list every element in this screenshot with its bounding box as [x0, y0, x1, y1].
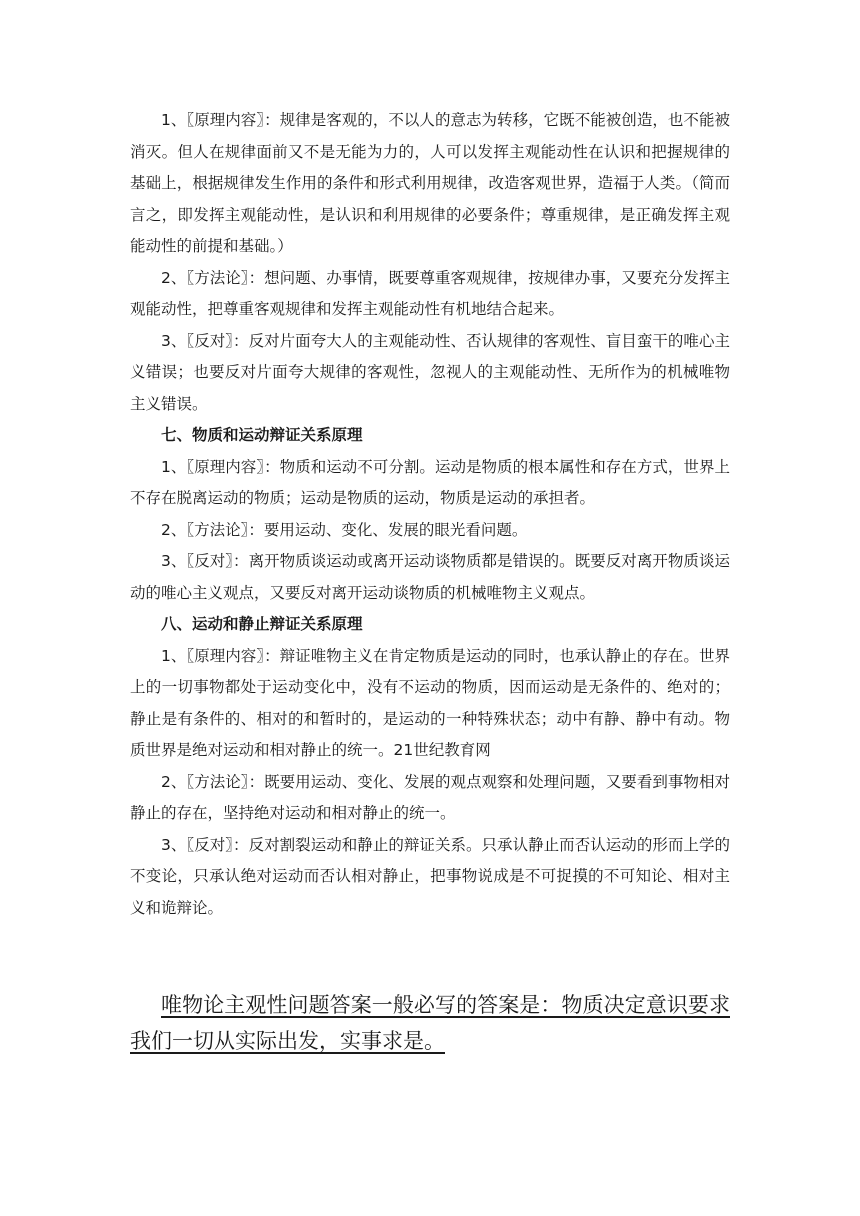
section7-heading: 七、物质和运动辩证关系原理 — [161, 426, 363, 444]
document-body — [130, 105, 730, 924]
section6-principle-paragraph: 1、〖原理内容〗：规律是客观的，不以人的意志为转移，它既不能被创造，也不能被消灭。但人在规律面前又不是无能为力的，人可以发挥主观能动性在认识和把握规律的基础上，根据规律发生作用的条件和形式利用规律，改造客观世界，造福于人类。（简而言之，即发挥主观能动性，是认识和利用规律的必要条件；尊重规律，是正确发挥主观能动性的前提和基础。） — [130, 111, 730, 255]
section8-oppose-paragraph: 3、〖反对〗：反对割裂运动和静止的辩证关系。只承认静止而否认运动的形而上学的不变论，只承认绝对运动而否认相对静止，把事物说成是不可捉摸的不可知论、相对主义和诡辩论。 — [130, 835, 730, 917]
section8-heading: 八、运动和静止辩证关系原理 — [161, 615, 363, 633]
section7-principle-paragraph: 1、〖原理内容〗：物质和运动不可分割。运动是物质的根本属性和存在方式，世界上不存在脱离运动的物质；运动是物质的运动，物质是运动的承担者。 — [130, 457, 730, 507]
summary-answer-note: 唯物论主观性问题答案一般必写的答案是：物质决定意识要求我们一切从实际出发，实事求是。 — [130, 993, 730, 1053]
section8-methodology-paragraph: 2、〖方法论〗：既要用运动、变化、发展的观点观察和处理问题，又要看到事物相对静止的存在，坚持绝对运动和相对静止的统一。 — [130, 772, 730, 822]
section8-principle-paragraph: 1、〖原理内容〗：辩证唯物主义在肯定物质是运动的同时，也承认静止的存在。世界上的一切事物都处于运动变化中，没有不运动的物质，因而运动是无条件的、绝对的；静止是有条件的、相对的和暂时的，是运动的一种特殊状态；动中有静、静中有动。物质世界是绝对运动和相对静止的统一。21世纪教育网 — [130, 646, 730, 759]
section6-methodology-paragraph: 2、〖方法论〗：想问题、办事情，既要尊重客观规律，按规律办事，又要充分发挥主观能动性，把尊重客观规律和发挥主观能动性有机地结合起来。 — [130, 268, 730, 318]
section7-oppose-paragraph: 3、〖反对〗：离开物质谈运动或离开运动谈物质都是错误的。既要反对离开物质谈运动的唯心主义观点，又要反对离开运动谈物质的机械唯物主义观点。 — [130, 552, 730, 602]
section6-oppose-paragraph: 3、〖反对〗：反对片面夸大人的主观能动性、否认规律的客观性、盲目蛮干的唯心主义错误；也要反对片面夸大规律的客观性，忽视人的主观能动性、无所作为的机械唯物主义错误。 — [130, 331, 730, 413]
section7-methodology-paragraph: 2、〖方法论〗：要用运动、变化、发展的眼光看问题。 — [161, 520, 528, 539]
